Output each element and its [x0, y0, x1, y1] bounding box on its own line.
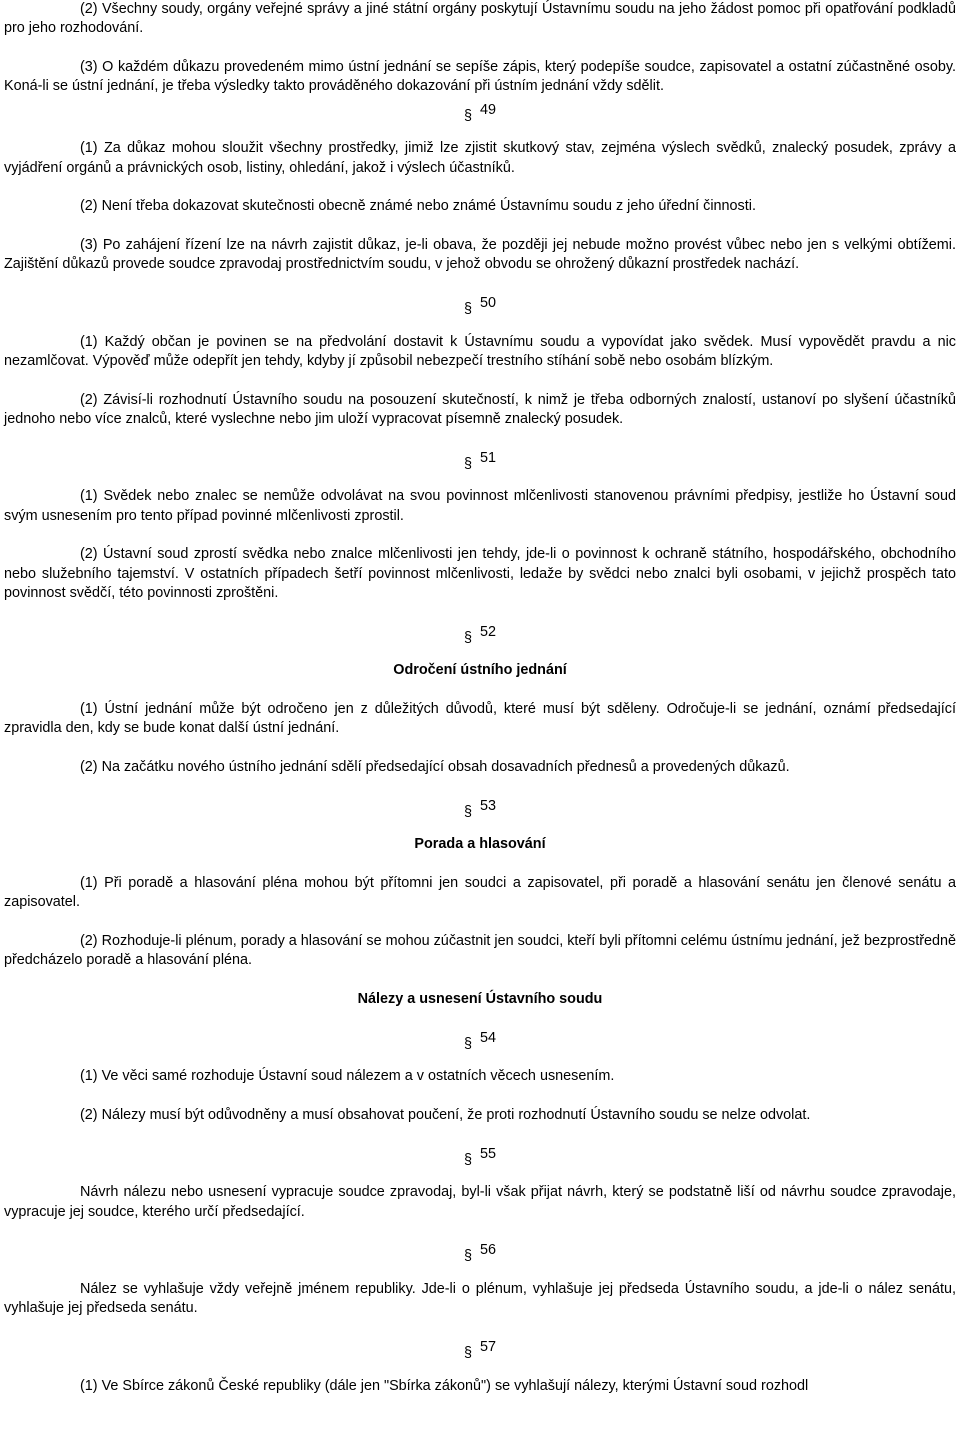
section-sign-icon: §: [463, 1345, 472, 1362]
section-label: 56: [480, 1242, 497, 1259]
paragraph: Nález se vyhlašuje vždy veřejně jménem republiky. Jde-li o plénum, vyhlašuje jej předseda Ústavního soudu, a jde-li o nález senátu, vyhlašuje jej předseda senátu.: [4, 1281, 956, 1317]
paragraph: (2) Rozhoduje-li plénum, porady a hlasování se mohou zúčastnit jen soudci, kteří byli přítomni celému ústnímu jednání, jež bezprostředně předcházelo poradě a hlasování pléna.: [4, 932, 956, 969]
section-heading: Porada a hlasování: [414, 836, 546, 853]
section-label: 50: [480, 294, 497, 311]
paragraph: (2) Není třeba dokazovat skutečnosti obecně známé nebo známé Ústavnímu soudu z jeho úřední činnosti.: [80, 198, 756, 215]
paragraph: (2) Na začátku nového ústního jednání sdělí předsedající obsah dosavadních přednesů a provedených důkazů.: [80, 758, 790, 775]
section-sign-icon: §: [463, 455, 472, 472]
section-number: [4, 1241, 956, 1265]
section-number: [4, 1029, 956, 1052]
paragraph: (3) O každém důkazu provedeném mimo ústní jednání se sepíše zápis, který podepíše soudce, zapisovatel a ostatní zúčastněné osoby. Koná-li se ústní jednání, je třeba výsledky takto prováděného dokazování při ústním jednání vždy sdělit.: [4, 58, 956, 95]
section-heading: Odročení ústního jednání: [393, 662, 567, 679]
section-label: 51: [480, 449, 497, 466]
section-label: 53: [480, 797, 497, 814]
paragraph: (3) Po zahájení řízení lze na návrh zajistit důkaz, je-li obava, že později jej nebude možno provést vůbec nebo jen s velkými obtížemi. Zajištění důkazů provede soudce zpravodaj prostřednictvím soudu, v jehož obvodu se ohrožený důkazní prostředek nachází.: [4, 236, 956, 273]
section-label: 49: [480, 101, 497, 118]
section-label: 55: [480, 1145, 497, 1162]
paragraph: (1) Každý občan je povinen se na předvolání dostavit k Ústavnímu soudu a vypovídat jako svědek. Musí vypovědět pravdu a nic nezamlčovat. Výpověď může odepřít jen tehdy, kdyby jí způsobil nebezpečí trestního stíhání sobě nebo osobám blízkým.: [4, 333, 956, 369]
paragraph: (1) Ve Sbírce zákonů České republiky (dále jen "Sbírka zákonů") se vyhlašují nálezy, kterými Ústavní soud rozhodl: [80, 1377, 809, 1394]
section-label: 54: [480, 1029, 497, 1046]
section-sign-icon: §: [463, 107, 472, 124]
paragraph: Návrh nálezu nebo usnesení vypracuje soudce zpravodaj, byl-li však přijat návrh, který se podstatně liší od návrhu soudce zpravodaje, vypracuje jej soudce, kterého určí předsedající.: [4, 1184, 956, 1220]
paragraph: (2) Nálezy musí být odůvodněny a musí obsahovat poučení, že proti rozhodnutí Ústavního soudu se nelze odvolat.: [80, 1106, 811, 1123]
paragraph: (1) Za důkaz mohou sloužit všechny prostředky, jimiž lze zjistit skutkový stav, zejména výslech svědků, znalecký posudek, zprávy a vyjádření orgánů a právnických osob, listiny, ohledání, jakož i výslech účastníků.: [4, 140, 956, 176]
section-number: [4, 294, 956, 317]
section-sign-icon: §: [463, 629, 472, 646]
section-sign-icon: §: [463, 1035, 472, 1052]
section-number: [4, 623, 956, 646]
chapter-heading: Nálezy a usnesení Ústavního soudu: [357, 990, 603, 1007]
paragraph: (1) Ve věci samé rozhoduje Ústavní soud nálezem a v ostatních věcech usnesením.: [80, 1068, 615, 1085]
paragraph: (1) Svědek nebo znalec se nemůže odvolávat na svou povinnost mlčenlivosti stanovenou právními předpisy, jestliže ho Ústavní soud svým usnesením pro tento případ povinné mlčenlivosti zprostil.: [4, 488, 956, 524]
section-sign-icon: §: [463, 300, 472, 317]
paragraph: (2) Závisí-li rozhodnutí Ústavního soudu na posouzení skutečností, k nimž je třeba odborných znalostí, ustanoví po slyšení účastníků jednoho nebo více znalců, které vyslechne nebo jim uloží vypracovat písemně znalecký posudek.: [4, 391, 956, 427]
section-number: [4, 1338, 956, 1362]
section-sign-icon: §: [463, 1151, 472, 1168]
section-number: [4, 449, 956, 472]
section-label: 52: [480, 623, 497, 640]
section-sign-icon: §: [463, 803, 472, 820]
document-page: [4, 0, 956, 1415]
paragraph: (2) Ústavní soud zprostí svědka nebo znalce mlčenlivosti jen tehdy, jde-li o povinnost k ochraně státního, hospodářského, obchodního nebo služebního tajemství. V ostatních případech šetří povinnost mlčenlivosti, ledaže by svědci nebo znalci byli osobami, v jejichž prospěch tato povinnost svědčí, této povinnosti zproštěni.: [4, 546, 956, 601]
paragraph: (1) Při poradě a hlasování pléna mohou být přítomni jen soudci a zapisovatel, při poradě a hlasování senátu jen členové senátu a zapisovatel.: [4, 874, 956, 911]
section-number: [4, 101, 956, 124]
section-label: 57: [480, 1339, 497, 1356]
section-number: [4, 1145, 956, 1168]
paragraph: (1) Ústní jednání může být odročeno jen z důležitých důvodů, které musí být sděleny. Odročuje-li se jednání, oznámí předsedající zpravidla den, kdy se bude konat další ústní jednání.: [4, 700, 956, 737]
paragraph: (2) Všechny soudy, orgány veřejné správy a jiné státní orgány poskytují Ústavnímu soudu na jeho žádost pomoc při opatřování podkladů pro jeho rozhodování.: [4, 1, 956, 37]
section-number: [4, 797, 956, 820]
section-sign-icon: §: [463, 1248, 472, 1265]
